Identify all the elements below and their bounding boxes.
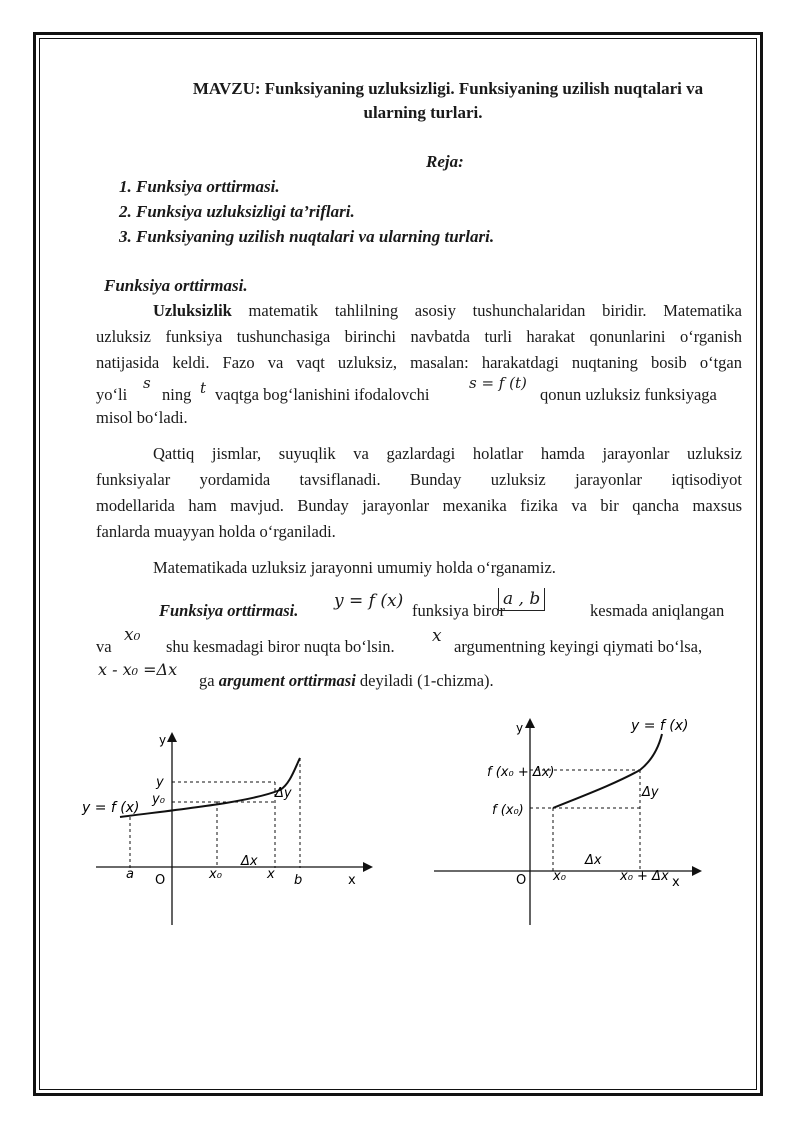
- fig1-b-tick: b: [294, 873, 303, 888]
- p4-line2b: shu kesmadagi biror nuqta bo‘lsin.: [166, 637, 395, 656]
- p1-line4a: yo‘li: [96, 385, 128, 404]
- p4-interval: a , b: [498, 588, 545, 611]
- p1-symbol-t: t: [200, 379, 207, 397]
- fig1-y-arrow: [167, 732, 177, 742]
- fig2-fxdx-tick: f (x₀ + Δx): [487, 765, 555, 780]
- section-heading: Funksiya orttirmasi.: [104, 276, 248, 295]
- fig1-origin: O: [155, 873, 166, 888]
- p1-lead: Uzluksizlik: [153, 301, 232, 320]
- fig1-y0-tick: y₀: [152, 792, 165, 807]
- plan-item-1: 1. Funksiya orttirmasi.: [119, 177, 280, 196]
- p4-line3a: ga: [199, 671, 215, 690]
- p1-line4b: ning: [162, 385, 192, 404]
- plan-item-2: 2. Funksiya uzluksizligi ta’riflari.: [119, 202, 355, 221]
- p3-line1: Matematikada uzluksiz jarayonni umumiy holda o‘rganamiz.: [153, 558, 556, 577]
- plan-item-3: 3. Funksiyaning uzilish nuqtalari va ularning turlari.: [119, 227, 495, 246]
- p1-symbol-s: s: [143, 374, 151, 392]
- fig1-fx-label: y = f (x): [82, 800, 140, 816]
- page-title-line2: ularning turlari.: [363, 103, 483, 122]
- fig1-x-tick: x: [267, 867, 275, 882]
- fig1-y-tick: y: [156, 775, 164, 790]
- plan-heading: Reja:: [426, 152, 464, 171]
- fig2-fx0-tick: f (x₀): [492, 803, 524, 818]
- fig2-dx-label: Δx: [585, 853, 602, 868]
- p4-symbol-x: x: [432, 626, 442, 646]
- p2-line1: Qattiq jismlar, suyuqlik va gazlardagi holatlar hamda jarayonlar uzluksiz: [153, 444, 742, 463]
- p2-line4: fanlarda muayyan holda o‘rganiladi.: [96, 522, 336, 541]
- figure-1: [80, 720, 380, 930]
- fig1-y-label: y: [159, 733, 167, 747]
- fig2-x-arrow: [692, 866, 702, 876]
- p4-formula-fx: y = f (x): [334, 591, 404, 611]
- fig2-x0-tick: x₀: [553, 869, 566, 884]
- figure-2: [430, 712, 720, 930]
- p4-line2a: va: [96, 637, 112, 656]
- fig1-dx-label: Δx: [241, 854, 258, 869]
- fig1-x-arrow: [363, 862, 373, 872]
- fig2-dy-label: Δy: [642, 785, 659, 800]
- p4-lead: Funksiya orttirmasi.: [159, 601, 299, 620]
- p4-line2c: argumentning keyingi qiymati bo‘lsa,: [454, 637, 703, 656]
- p2-line2: funksiyalar yordamida tavsiflanadi. Bunday uzluksiz jarayonlar iqtisodiyot: [96, 470, 742, 489]
- fig1-x0-tick: x₀: [209, 867, 222, 882]
- fig1-a-tick: a: [126, 867, 134, 882]
- fig2-x-label: x: [672, 875, 680, 890]
- fig2-y-arrow: [525, 718, 535, 728]
- fig2-x0dx-tick: x₀ + Δx: [620, 869, 669, 884]
- fig2-origin: O: [516, 873, 527, 888]
- p1-line4c: vaqtga bog‘lanishini ifodalovchi: [215, 385, 430, 404]
- p4-line1a: [412, 598, 505, 624]
- fig1-dy-label: Δy: [275, 786, 292, 801]
- fig2-fx-label: y = f (x): [631, 718, 689, 734]
- p4-line3c: deyiladi (1-chizma).: [359, 671, 494, 690]
- fig1-curve: [120, 758, 300, 817]
- p4-line1b: kesmada aniqlangan: [590, 601, 725, 620]
- fig2-y-label: y: [516, 721, 524, 735]
- p1-formula-sft: s = f (t): [469, 374, 527, 392]
- fig1-x-label: x: [348, 873, 356, 888]
- p4-line3: [199, 668, 494, 694]
- p1-line3: natijasida keldi. Fazo va vaqt uzluksiz, masalan: harakatdagi nuqtaning bosib o‘tgan: [96, 353, 742, 372]
- p4-line1a-text: funksiya biror: [412, 601, 506, 620]
- page-title-line1: MAVZU: Funksiyaning uzluksizligi. Funksiyaning uzilish nuqtalari va: [192, 79, 704, 98]
- p1-line4d: qonun uzluksiz funksiyaga: [540, 385, 717, 404]
- p4-term: argument orttirmasi: [218, 671, 356, 690]
- p2-line3: modellarida ham mavjud. Bunday jarayonlar mexanika fizika va bir qancha maxsus: [96, 496, 742, 515]
- p1-line1: [153, 298, 742, 324]
- p1-line1-text: matematik tahlilning asosiy tushunchalaridan biridir. Matematika: [248, 301, 742, 320]
- p4-symbol-x0: x₀: [124, 625, 141, 645]
- p1-line2: uzluksiz funksiya tushunchasiga birinchi navbatda turli harakat qonunlarini o‘rganish: [96, 327, 742, 346]
- p4-formula-dx: x - x₀ =Δx: [98, 660, 178, 679]
- p1-line5: misol bo‘ladi.: [96, 408, 188, 427]
